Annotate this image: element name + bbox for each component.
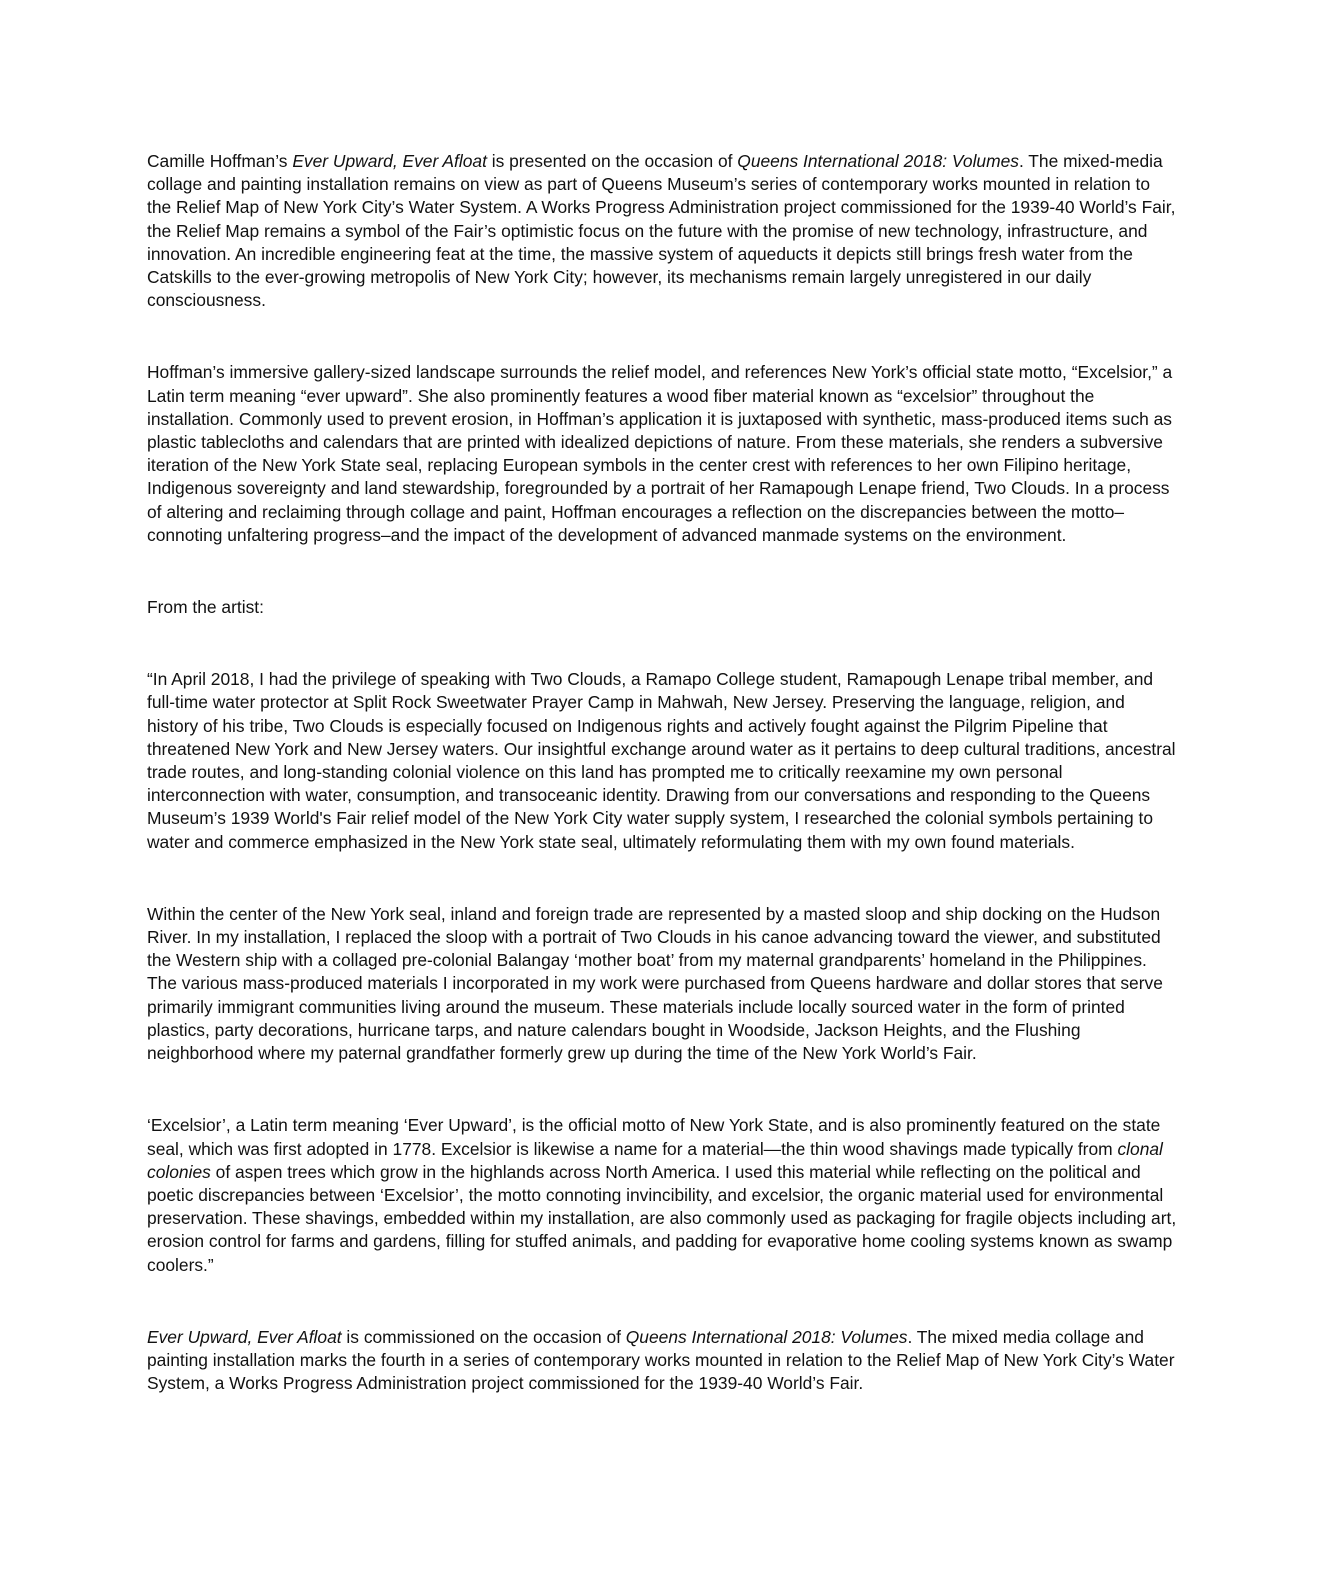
paragraph-closing	[147, 1326, 1177, 1396]
paragraph-text: ‘Excelsior’, a Latin term meaning ‘Ever Upward’, is the official motto of New York State, and is also prominently featured on the state seal, which was first adopted in 1778. Excelsior is likewise a name for a material—the thin wood shavings made typically from	[147, 1115, 1161, 1159]
paragraph-artist-quote-1: “In April 2018, I had the privilege of speaking with Two Clouds, a Ramapo College student, Ramapough Lenape tribal member, and full-time water protector at Split Rock Sweetwater Prayer Camp in Mahwah, New Jersey. Preserving the language, religion, and history of his tribe, Two Clouds is especially focused on Indigenous rights and actively fought against the Pilgrim Pipeline that threatened New York and New Jersey waters. Our insightful exchange around water as it pertains to deep cultural traditions, ancestral trade routes, and long-standing colonial violence on this land has prompted me to critically reexamine my own personal interconnection with water, consumption, and transoceanic identity. Drawing from our conversations and responding to the Queens Museum’s 1939 World's Fair relief model of the New York City water supply system, I researched the colonial symbols pertaining to water and commerce emphasized in the New York state seal, ultimately reformulating them with my own found materials.	[147, 669, 1176, 852]
exhibition-title: Queens International 2018: Volumes	[625, 1326, 908, 1347]
paragraph-artist-heading: From the artist:	[147, 597, 264, 618]
paragraph-artist-quote-3	[147, 1114, 1177, 1276]
paragraph-installation: Hoffman’s immersive gallery-sized landscape surrounds the relief model, and references New York’s official state motto, “Excelsior,” a Latin term meaning “ever upward”. She also prominently features a wood fiber material known as “excelsior” throughout the installation. Commonly used to prevent erosion, in Hoffman’s application it is juxtaposed with synthetic, mass-produced items such as plastic tablecloths and calendars that are printed with idealized depictions of nature. From these materials, she renders a subversive iteration of the New York State seal, replacing European symbols in the center crest with references to her own Filipino heritage, Indigenous sovereignty and land stewardship, foregrounded by a portrait of her Ramapough Lenape friend, Two Clouds. In a process of altering and reclaiming through collage and paint, Hoffman encourages a reflection on the discrepancies between the motto–connoting unfaltering progress–and the impact of the development of advanced manmade systems on the environment.	[147, 362, 1173, 545]
document-page	[147, 150, 1177, 1444]
paragraph-text: of aspen trees which grow in the highlands across North America. I used this material while reflecting on the political and poetic discrepancies between ‘Excelsior’, the motto connoting invincibility, and excelsior, the organic material used for environmental preservation. These shavings, embedded within my installation, are also commonly used as packaging for fragile objects including art, erosion control for farms and gardens, filling for stuffed animals, and padding for evaporative home cooling systems known as swamp coolers.”	[147, 1161, 1177, 1275]
artwork-title: Ever Upward, Ever Afloat	[292, 151, 487, 171]
exhibition-title: Queens International 2018: Volumes	[737, 151, 1019, 171]
paragraph-intro	[147, 150, 1177, 312]
paragraph-text: is commissioned on the occasion of	[341, 1326, 626, 1347]
paragraph-artist-quote-2: Within the center of the New York seal, inland and foreign trade are represented by a masted sloop and ship docking on the Hudson River. In my installation, I replaced the sloop with a portrait of Two Clouds in his canoe advancing toward the viewer, and substituted the Western ship with a collaged pre-colonial Balangay ‘mother boat’ from my maternal grandparents’ homeland in the Philippines. The various mass-produced materials I incorporated in my work were purchased from Queens hardware and dollar stores that serve primarily immigrant communities living around the museum. These materials include locally sourced water in the form of printed plastics, party decorations, hurricane tarps, and nature calendars bought in Woodside, Jackson Heights, and the Flushing neighborhood where my paternal grandfather formerly grew up during the time of the New York World’s Fair.	[147, 903, 1163, 1064]
paragraph-text: Camille Hoffman’s	[147, 151, 293, 171]
paragraph-text: . The mixed-media collage and painting installation remains on view as part of Queens Museum’s series of contemporary works mounted in relation to the Relief Map of New York City’s Water System. A Works Progress Administration project commissioned for the 1939-40 World’s Fair, the Relief Map remains a symbol of the Fair’s optimistic focus on the future with the promise of new technology, infrastructure, and innovation. An incredible engineering feat at the time, the massive system of aqueducts it depicts still brings fresh water from the Catskills to the ever-growing metropolis of New York City; however, its mechanisms remain largely unregistered in our daily consciousness.	[147, 151, 1176, 311]
artwork-title: Ever Upward, Ever Afloat	[147, 1326, 342, 1347]
italic-term: clonal colonies	[147, 1138, 1163, 1182]
paragraph-text: . The mixed media collage and painting installation marks the fourth in a series of contemporary works mounted in relation to the Relief Map of New York City’s Water System, a Works Progress Administration project commissioned for the 1939-40 World’s Fair.	[147, 1326, 1175, 1394]
paragraph-text: is presented on the occasion of	[486, 151, 738, 171]
